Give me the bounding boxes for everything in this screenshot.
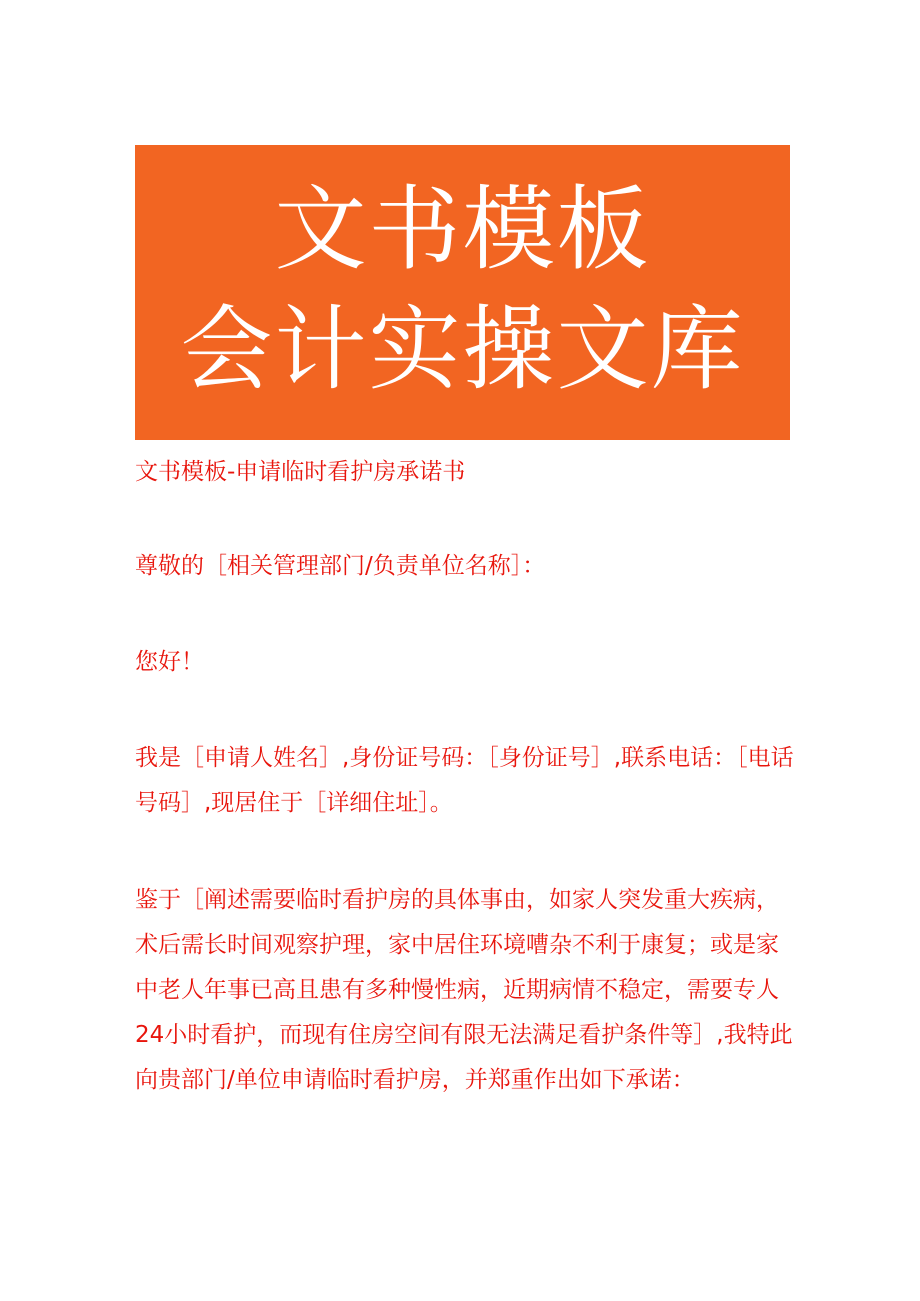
applicant-info-paragraph: 我是［申请人姓名］,身份证号码：［身份证号］,联系电话：［电话号码］,现居住于［详细住址］。: [135, 745, 794, 816]
reason-paragraph: 鉴于［阐述需要临时看护房的具体事由，如家人突发重大疾病，术后需长时间观察护理，家中居住环境嘈杂不利于康复；或是家中老人年事已高且患有多种慢性病，近期病情不稳定，需要专人24小时看护，而现有住房空间有限无法满足看护条件等］,我特此向贵部门/单位申请临时看护房，并郑重作出如下承诺：: [135, 887, 793, 1093]
banner-title-line2: 会计实操文库: [180, 296, 745, 403]
banner-title-line1: 文书模板: [274, 176, 651, 283]
salutation: 尊敬的［相关管理部门/负责单位名称］：: [135, 553, 546, 579]
title-banner: [135, 145, 790, 440]
greeting: 您好！: [135, 649, 204, 675]
document-title: 文书模板-申请临时看护房承诺书: [135, 459, 466, 485]
